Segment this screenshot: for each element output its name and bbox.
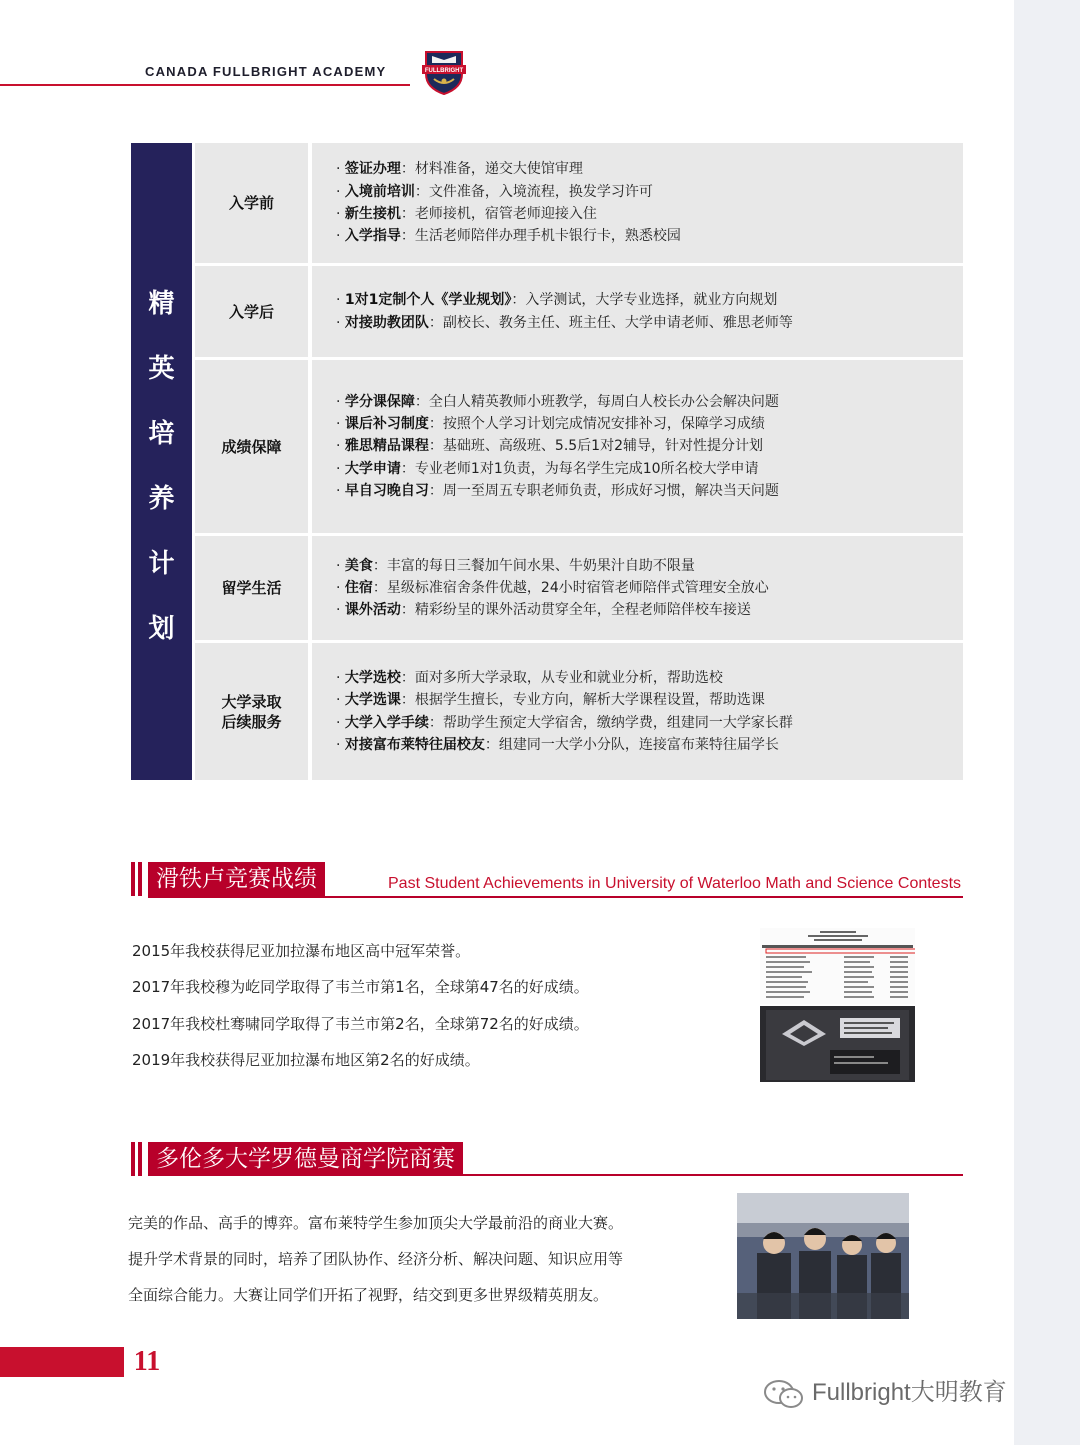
row-items — [312, 360, 963, 533]
list-item: · 课外活动：精彩纷呈的课外活动贯穿全年，全程老师陪伴校车接送 — [336, 602, 751, 619]
list-item: · 入境前培训：文件准备，入境流程，换发学习许可 — [336, 183, 653, 200]
list-item: · 签证办理：材料准备，递交大使馆审理 — [336, 161, 583, 178]
list-item: · 美食：丰富的每日三餐加午间水果、牛奶果汁自助不限量 — [336, 557, 695, 574]
list-item: · 早自习晚自习：周一至周五专职老师负责，形成好习惯，解决当天问题 — [336, 482, 779, 499]
achievement-line: 2015年我校获得尼亚加拉瀑布地区高中冠军荣誉。 — [132, 942, 471, 960]
section-subtitle: Past Student Achievements in University of Waterloo Math and Science Contests — [388, 875, 962, 892]
plan-row-student-life — [195, 536, 963, 640]
row-title: 大学录取 后续服务 — [195, 643, 308, 780]
achievement-line: 2017年我校穆为屹同学取得了韦兰市第1名，全球第47名的好成绩。 — [132, 978, 589, 996]
students-competition-photo — [737, 1193, 909, 1319]
section-marker — [131, 862, 145, 896]
plan-label-char: 培 — [148, 419, 175, 449]
elite-plan-label — [131, 143, 192, 780]
plan-row-pre-enrollment — [195, 143, 963, 263]
achievement-line: 2017年我校杜骞啸同学取得了韦兰市第2名，全球第72名的好成绩。 — [132, 1015, 589, 1033]
row-items — [312, 266, 963, 357]
row-title: 入学后 — [195, 266, 308, 357]
list-item: · 入学指导：生活老师陪伴办理手机卡银行卡，熟悉校园 — [336, 228, 681, 245]
rotman-paragraph-line: 全面综合能力。大赛让同学们开拓了视野，结交到更多世界级精英朋友。 — [128, 1286, 609, 1304]
section-rule — [148, 1174, 963, 1176]
list-item: · 大学选课：根据学生擅长，专业方向，解析大学课程设置，帮助选课 — [336, 692, 765, 709]
list-item: · 对接富布莱特往届校友：组建同一大学小分队，连接富布莱特往届学长 — [336, 736, 779, 753]
row-items — [312, 536, 963, 640]
waterloo-section-header — [131, 862, 963, 902]
list-item: · 住宿：星级标准宿舍条件优越，24小时宿管老师陪伴式管理安全放心 — [336, 579, 769, 596]
plan-row-post-enrollment — [195, 266, 963, 357]
right-margin-band — [1014, 0, 1080, 1445]
section-title: 多伦多大学罗德曼商学院商赛 — [148, 1142, 463, 1176]
award-plaque-image — [760, 1006, 915, 1082]
section-marker — [131, 1142, 145, 1176]
plan-row-grades — [195, 360, 963, 533]
watermark-text: Fullbright大明教育 — [812, 1379, 1007, 1406]
section-title: 滑铁卢竞赛战绩 — [148, 862, 325, 896]
list-item: · 1对1定制个人《学业规划》：入学测试，大学专业选择，就业方向规划 — [336, 292, 778, 309]
plan-label-char: 英 — [148, 354, 175, 384]
row-items — [312, 643, 963, 780]
list-item: · 对接助教团队：副校长、教务主任、班主任、大学申请老师、雅思老师等 — [336, 314, 793, 331]
header-rule — [0, 84, 410, 86]
list-item: · 大学入学手续：帮助学生预定大学宿舍，缴纳学费，组建同一大学家长群 — [336, 714, 793, 731]
row-items — [312, 143, 963, 263]
academy-name: CANADA FULLBRIGHT ACADEMY — [145, 64, 387, 79]
plan-label-char: 计 — [148, 549, 175, 579]
wechat-icon — [762, 1378, 806, 1410]
list-item: · 新生接机：老师接机，宿管老师迎接入住 — [336, 206, 597, 222]
list-item: · 学分课保障：全白人精英教师小班教学，每周白人校长办公会解决问题 — [336, 393, 779, 410]
list-item: · 课后补习制度：按照个人学习计划完成情况安排补习，保障学习成绩 — [336, 416, 765, 433]
list-item: · 雅思精品课程：基础班、高级班、5.5后1对2辅导，针对性提分计划 — [336, 438, 763, 455]
rotman-paragraph-line: 提升学术背景的同时，培养了团队协作、经济分析、解决问题、知识应用等 — [128, 1250, 624, 1268]
plan-label-char: 精 — [148, 289, 175, 319]
section-rule — [148, 896, 963, 898]
academy-crest-logo — [418, 48, 470, 96]
rotman-paragraph-line: 完美的作品、高手的博弈。富布莱特学生参加顶尖大学最前沿的商业大赛。 — [128, 1214, 624, 1232]
contest-results-document-image — [760, 928, 915, 1004]
list-item: · 大学申请：专业老师1对1负责，为每名学生完成10所名校大学申请 — [336, 460, 759, 477]
row-title: 成绩保障 — [195, 360, 308, 533]
row-title: 留学生活 — [195, 536, 308, 640]
svg-text:FULLBRIGHT: FULLBRIGHT — [424, 68, 464, 74]
page-header — [0, 0, 1014, 100]
list-item: · 大学选校：面对多所大学录取，从专业和就业分析，帮助选校 — [336, 669, 723, 686]
row-title: 入学前 — [195, 143, 308, 263]
plan-label-char: 划 — [148, 614, 175, 644]
achievement-line: 2019年我校获得尼亚加拉瀑布地区第2名的好成绩。 — [132, 1051, 480, 1069]
plan-row-university-services — [195, 643, 963, 780]
plan-label-char: 养 — [148, 484, 175, 514]
page-number: 11 — [124, 1346, 170, 1378]
rotman-section-header — [131, 1142, 963, 1182]
